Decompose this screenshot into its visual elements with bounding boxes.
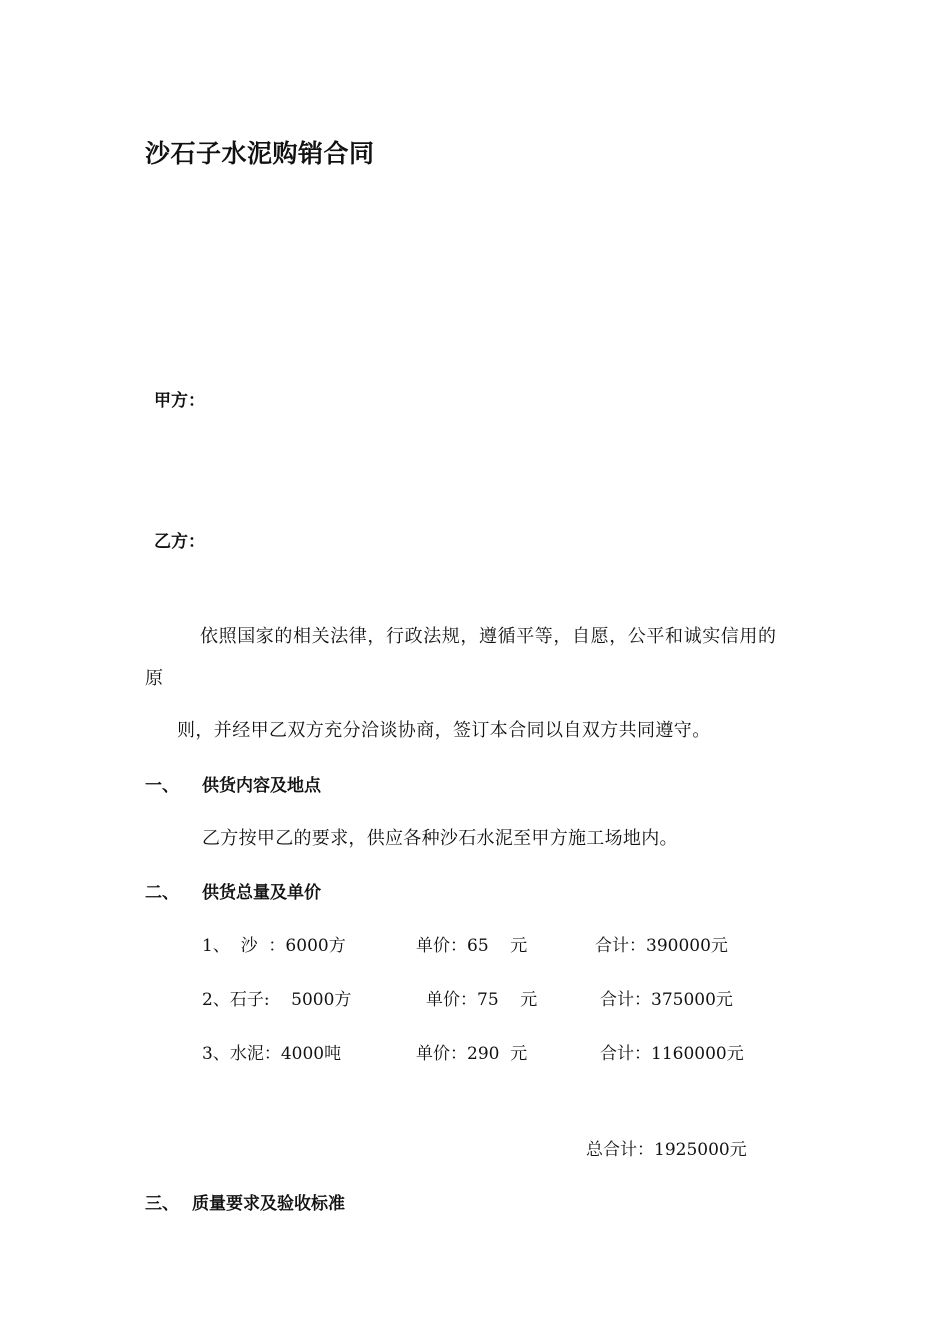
section-title: 供货总量及单价 [202,883,321,903]
section-title: 供货内容及地点 [202,776,321,796]
supply-row-price: 单价：65 元 [416,936,528,956]
supply-row-total: 合计：1160000元 [600,1044,744,1064]
section-1-content: 乙方按甲乙的要求，供应各种沙石水泥至甲方施工场地内。 [202,828,678,849]
supply-row-total: 合计：390000元 [595,936,728,956]
preamble-line-1-wrap: 原 [145,668,163,689]
party-a-label: 甲方： [154,391,205,411]
supply-row-total: 合计：375000元 [600,990,733,1010]
supply-row-price: 单价：75 元 [426,990,538,1010]
preamble-line-2: 则，并经甲乙双方充分洽谈协商，签订本合同以自双方共同遵守。 [177,720,711,741]
preamble-line-1: 依照国家的相关法律，行政法规，遵循平等，自愿，公平和诚实信用的 [200,626,777,647]
section-number: 二、 [145,883,179,903]
grand-total: 总合计：1925000元 [586,1140,747,1160]
supply-row-item: 1、 沙 ：6000方 [202,936,346,956]
supply-row-price: 单价：290 元 [416,1044,528,1064]
document-title: 沙石子水泥购销合同 [145,139,375,168]
section-title: 质量要求及验收标准 [192,1194,345,1214]
section-number: 三、 [145,1194,179,1214]
party-b-label: 乙方： [154,532,205,552]
section-number: 一、 [145,776,179,796]
supply-row-item: 3、水泥：4000吨 [202,1044,342,1064]
supply-row-item: 2、石子: 5000方 [202,990,352,1010]
